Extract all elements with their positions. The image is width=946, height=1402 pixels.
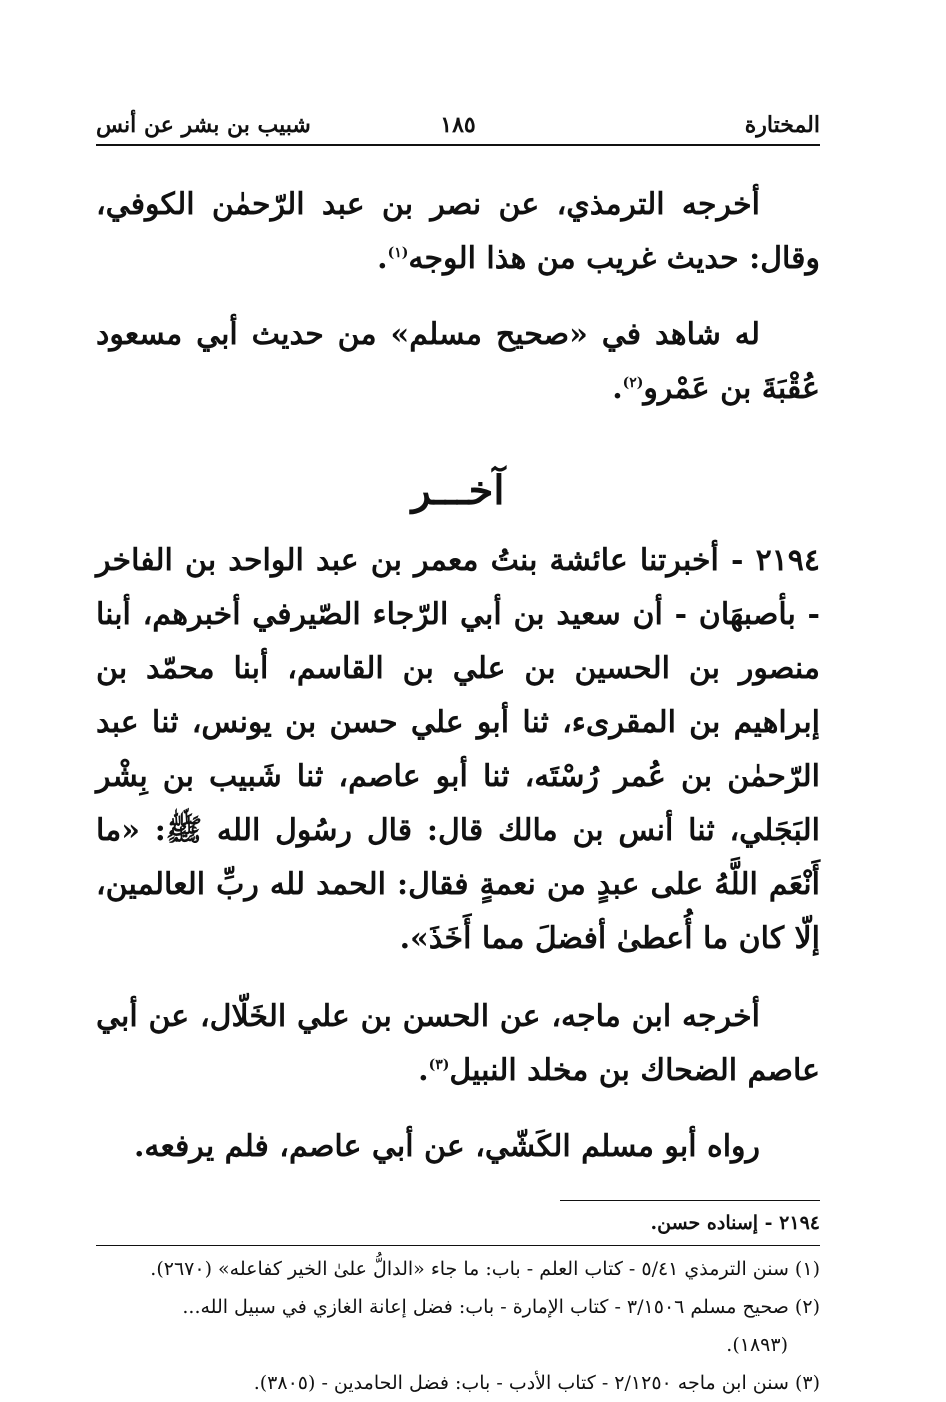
footnotes	[96, 1250, 820, 1402]
book-title: المختارة	[744, 112, 820, 138]
grade-note: ٢١٩٤ - إسناده حسن.	[650, 1212, 820, 1234]
hadith-number: ٢١٩٤	[755, 543, 821, 578]
paragraph-text: أخرجه ابن ماجه، عن الحسن بن علي الخَلّال، عن أبي عاصم الضحاك بن مخلد النبيل	[96, 999, 820, 1088]
section-title: آخـــر	[411, 467, 505, 514]
paragraph-text: أخرجه الترمذي، عن نصر بن عبد الرّحمٰن الكوفي، وقال: حديث غريب من هذا الوجه	[96, 187, 820, 276]
book-page	[96, 108, 820, 1402]
paragraph-shahid-muslim	[96, 308, 820, 416]
footnote-ref-1: (١)	[387, 245, 409, 261]
paragraph-text: رواه أبو مسلم الكَشّي، عن أبي عاصم، فلم يرفعه.	[133, 1129, 760, 1164]
footnote-rule	[560, 1200, 820, 1201]
page-number: ١٨٥	[440, 112, 476, 138]
paragraph-riwaya	[96, 1120, 820, 1174]
footnote-1: (١) سنن الترمذي ٥/٤١ - كتاب العلم - باب: ما جاء «الدالُّ علىٰ الخير كفاعله» (٢٦٧٠).	[150, 1258, 820, 1280]
main-text	[96, 178, 820, 1174]
footnote-3: (٣) سنن ابن ماجه ٢/١٢٥٠ - كتاب الأدب - باب: فضل الحامدين - (٣٨٠٥).	[253, 1372, 820, 1394]
paragraph-end: .	[418, 1053, 429, 1088]
hadith-paragraph	[96, 534, 820, 966]
running-header	[96, 108, 820, 146]
paragraph-takhrij-tirmidhi	[96, 178, 820, 286]
paragraph-end: .	[377, 241, 388, 276]
footnote-2-continuation: (١٨٩٣).	[726, 1334, 788, 1356]
paragraph-takhrij-ibn-majah	[96, 990, 820, 1098]
paragraph-text: له شاهد في «صحيح مسلم» من حديث أبي مسعود عُقْبَةَ بن عَمْرو	[96, 317, 820, 406]
footnote-separator	[96, 1245, 820, 1246]
paragraph-end: .	[612, 371, 623, 406]
hadith-text: - أخبرتنا عائشة بنتُ معمر بن عبد الواحد بن الفاخر - بأصبهَان - أن سعيد بن أبي الرّجاء الصّيرفي أخبرهم، أبنا منصور بن الحسين بن علي بن القاسم، أبنا محمّد بن إبراهيم بن المقرىء، ثنا أبو علي حسن بن يونس، ثنا عبد الرّحمٰن بن عُمر رُسْتَه، ثنا أبو عاصم، ثنا شَبيب بن بِشْر البَجَلي، ثنا أنس بن مالك قال: قال رسُول الله ﷺ: «ما أَنْعَم اللَّهُ على عبدٍ من نعمةٍ فقال: الحمد لله ربِّ العالمين، إلّا كان ما أُعطىٰ أفضلَ مما أَخَذَ».	[96, 543, 820, 956]
footnote-ref-2: (٢)	[622, 375, 644, 391]
footnote-2: (٢) صحيح مسلم ٣/١٥٠٦ - كتاب الإمارة - باب: فضل إعانة الغازي في سبيل الله...	[182, 1296, 820, 1318]
chapter-title: شبيب بن بشر عن أنس	[96, 112, 311, 138]
footnote-ref-3: (٣)	[428, 1057, 450, 1073]
